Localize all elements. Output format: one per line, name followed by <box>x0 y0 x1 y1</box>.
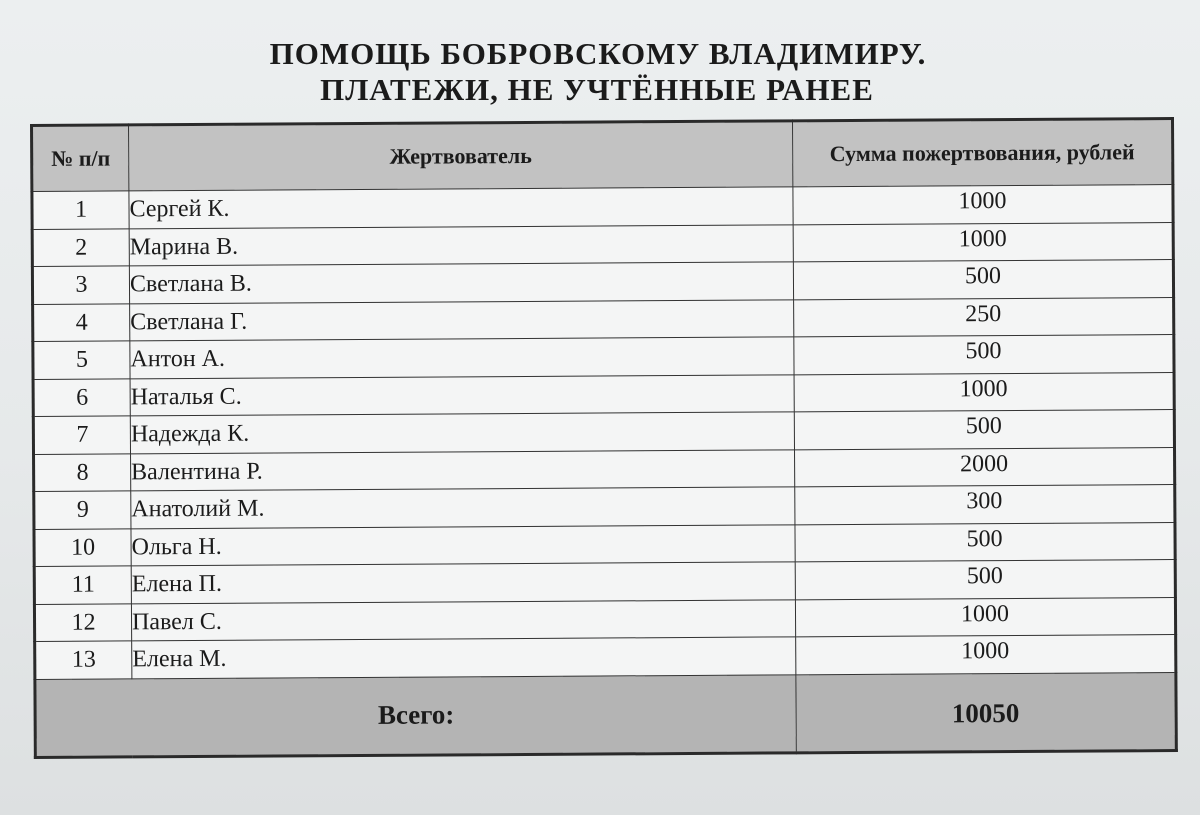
row-donor: Елена М. <box>132 637 796 679</box>
row-donor: Антон А. <box>130 337 794 379</box>
row-num: 5 <box>33 341 130 379</box>
row-num: 4 <box>33 303 130 341</box>
row-num: 9 <box>34 491 131 529</box>
row-amount: 500 <box>794 410 1174 450</box>
row-amount: 1000 <box>795 597 1175 637</box>
row-num: 12 <box>34 603 131 641</box>
row-donor: Марина В. <box>129 224 793 266</box>
total-value: 10050 <box>796 672 1176 752</box>
row-amount: 250 <box>794 297 1174 337</box>
row-donor: Светлана В. <box>129 262 793 304</box>
row-amount: 500 <box>795 522 1175 562</box>
row-num: 13 <box>35 641 132 679</box>
row-amount: 300 <box>795 485 1175 525</box>
row-amount: 1000 <box>793 185 1173 225</box>
header-amount: Сумма пожертвования, рублей <box>792 119 1172 187</box>
title-line-2: ПЛАТЕЖИ, НЕ УЧТЁННЫЕ РАНЕЕ <box>320 72 874 107</box>
row-amount: 1000 <box>794 372 1174 412</box>
row-amount: 2000 <box>795 447 1175 487</box>
row-donor: Павел С. <box>131 599 795 641</box>
row-donor: Наталья С. <box>130 374 794 416</box>
donations-table <box>30 117 1178 758</box>
row-num: 3 <box>32 266 129 304</box>
row-amount: 1000 <box>796 635 1176 675</box>
title-line-1: ПОМОЩЬ БОБРОВСКОМУ ВЛАДИМИРУ. <box>269 36 927 71</box>
row-donor: Светлана Г. <box>130 299 794 341</box>
row-amount: 500 <box>795 560 1175 600</box>
row-num: 2 <box>32 228 129 266</box>
row-num: 11 <box>34 566 131 604</box>
header-num: № п/п <box>32 125 129 192</box>
header-donor: Жертвователь <box>129 121 793 191</box>
row-amount: 500 <box>793 260 1173 300</box>
row-num: 7 <box>33 416 130 454</box>
table-header-row <box>32 119 1173 192</box>
row-donor: Надежда К. <box>130 412 794 454</box>
total-row <box>35 672 1176 757</box>
table-body <box>32 185 1176 679</box>
total-label: Всего: <box>35 674 796 757</box>
row-num: 1 <box>32 191 129 229</box>
row-num: 6 <box>33 378 130 416</box>
row-donor: Елена П. <box>131 562 795 604</box>
row-amount: 500 <box>794 335 1174 375</box>
row-amount: 1000 <box>793 222 1173 262</box>
row-donor: Сергей К. <box>129 187 793 229</box>
row-num: 10 <box>34 528 131 566</box>
row-donor: Валентина Р. <box>131 449 795 491</box>
row-num: 8 <box>34 453 131 491</box>
row-donor: Анатолий М. <box>131 487 795 529</box>
row-donor: Ольга Н. <box>131 524 795 566</box>
